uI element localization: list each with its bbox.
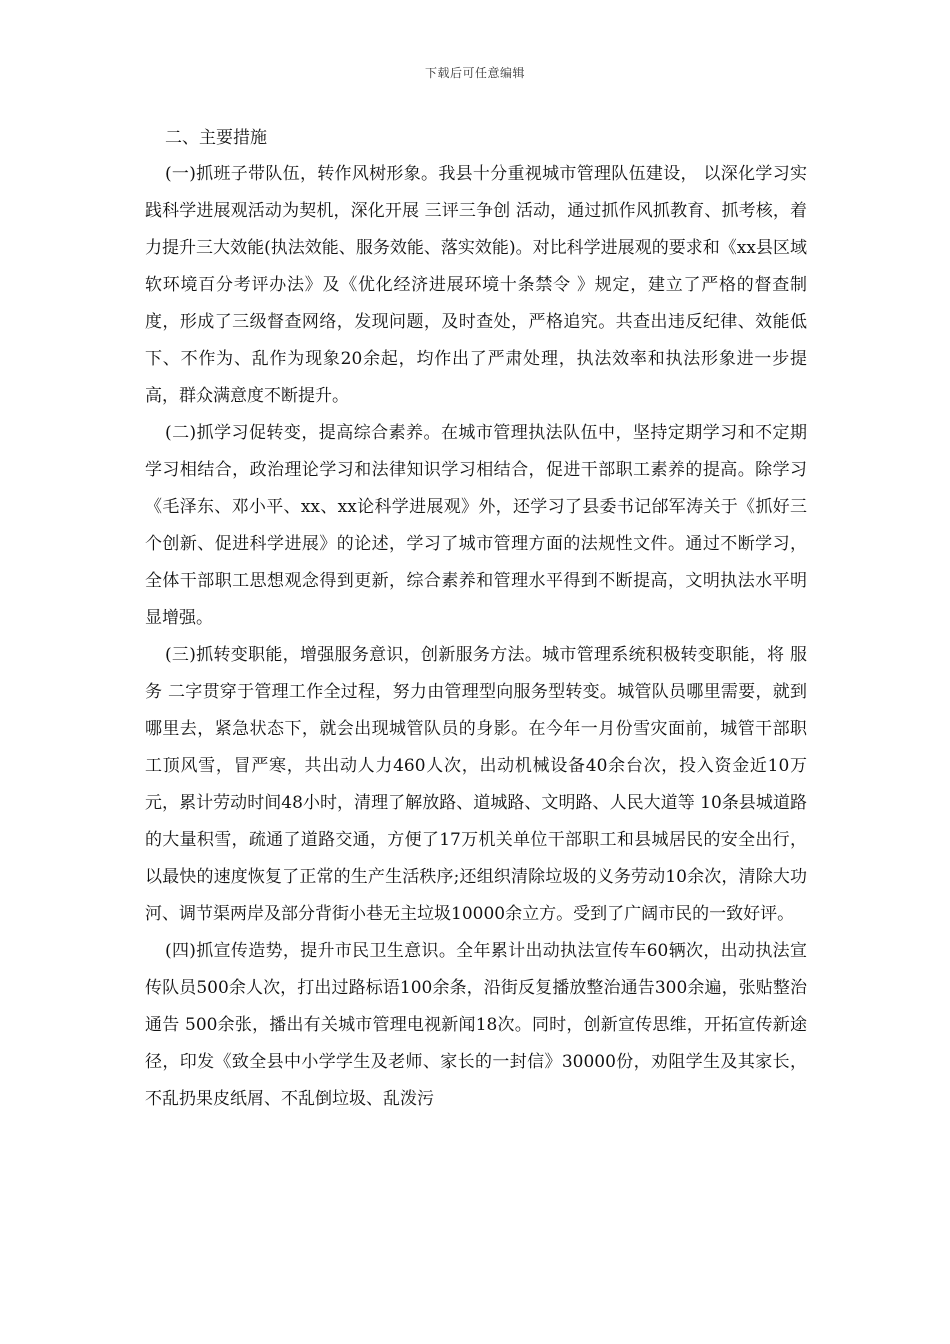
section-heading: 二、主要措施: [165, 128, 267, 148]
paragraph-3: (三)抓转变职能，增强服务意识，创新服务方法。城市管理系统积极转变职能，将 服务 二字贯穿于管理工作全过程，努力由管理型向服务型转变。城管队员哪里需要，就到哪里去，紧急状态下，就会出现城管队员的身影。在今年一月份雪灾面前，城管干部职工顶风雪，冒严寒，共出动人力460人次，出动机械设备40余台次，投入资金近10万元，累计劳动时间48小时，清理了解放路、道城路、文明路、人民大道等 10条县城道路的大量积雪，疏通了道路交通，方便了17万机关单位干部职工和县城居民的安全出行，以最快的速度恢复了正常的生产生活秩序;还组织清除垃圾的义务劳动10余次，清除大功河、调节渠两岸及部分背街小巷无主垃圾10000余立方。受到了广阔市民的一致好评。: [145, 645, 807, 924]
paragraph-2: (二)抓学习促转变，提高综合素养。在城市管理执法队伍中，坚持定期学习和不定期学习相结合，政治理论学习和法律知识学习相结合，促进干部职工素养的提高。除学习《毛泽东、邓小平、xx、xx论科学进展观》外，还学习了县委书记邰军涛关于《抓好三个创新、促进科学进展》的论述，学习了城市管理方面的法规性文件。通过不断学习，全体干部职工思想观念得到更新，综合素养和管理水平得到不断提高，文明执法水平明显增强。: [145, 423, 807, 628]
paragraph-4: (四)抓宣传造势，提升市民卫生意识。全年累计出动执法宣传车60辆次，出动执法宣传队员500余人次，打出过路标语100余条，沿街反复播放整治通告300余遍，张贴整治通告 500余张，播出有关城市管理电视新闻18次。同时，创新宣传思维，开拓宣传新途径，印发《致全县中小学学生及老师、家长的一封信》30000份，劝阻学生及其家长，不乱扔果皮纸屑、不乱倒垃圾、乱泼污: [145, 941, 807, 1109]
paragraph-1: (一)抓班子带队伍，转作风树形象。我县十分重视城市管理队伍建设， 以深化学习实践科学进展观活动为契机，深化开展 三评三争创 活动，通过抓作风抓教育、抓考核，着力提升三大效能(执法效能、服务效能、落实效能)。对比科学进展观的要求和《xx县区域软环境百分考评办法》及《优化经济进展环境十条禁令 》规定，建立了严格的督查制度，形成了三级督查网络，发现问题，及时查处，严格追究。共查出违反纪律、效能低下、不作为、乱作为现象20余起，均作出了严肃处理，执法效率和执法形象进一步提高，群众满意度不断提升。: [145, 164, 807, 406]
document-body: [145, 124, 807, 1118]
page-header-note: 下载后可任意编辑: [424, 66, 525, 80]
